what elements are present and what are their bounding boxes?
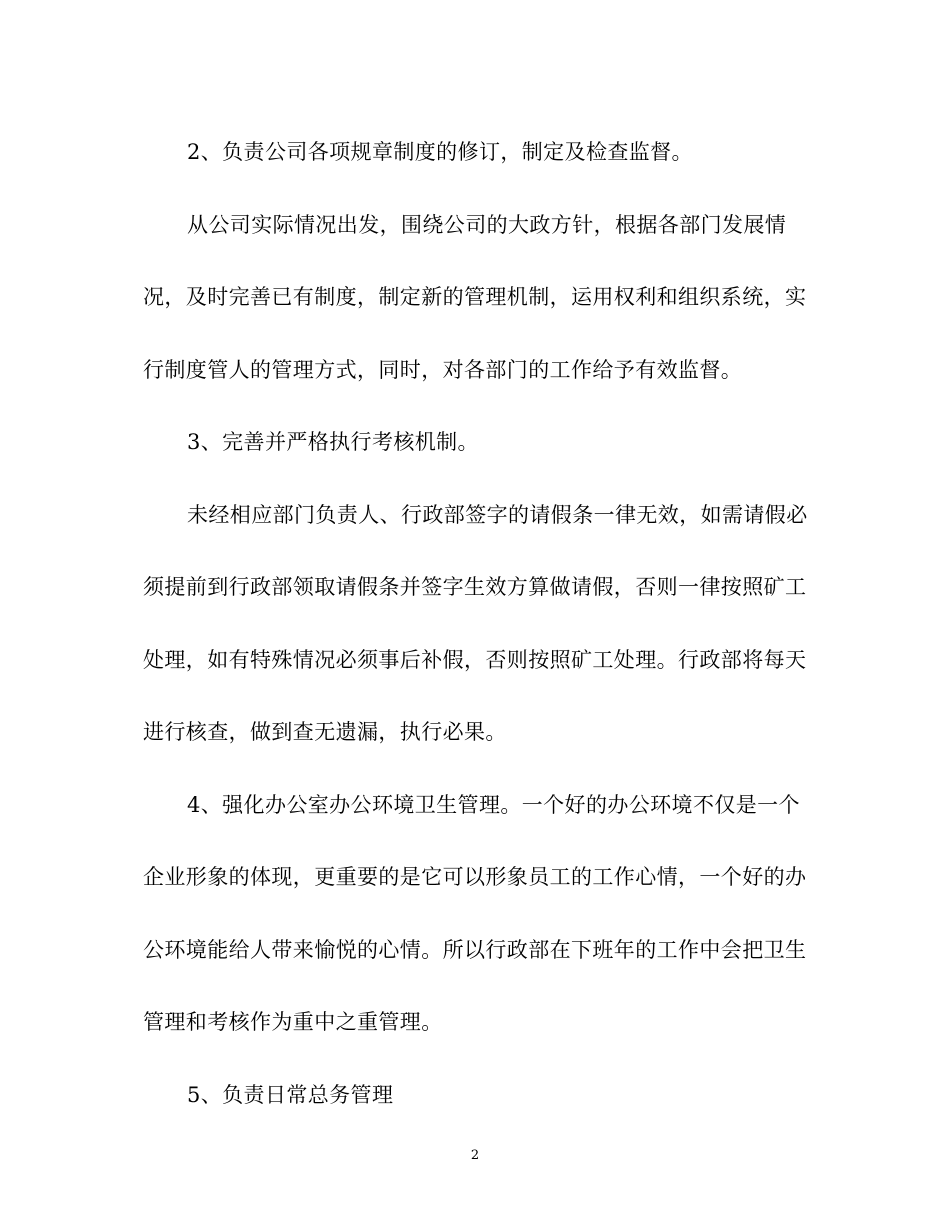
- paragraph-rules-body: 从公司实际情况出发，围绕公司的大政方针，根据各部门发展情况，及时完善已有制度，制定新的管理机制，运用权利和组织系统，实行制度管人的管理方式，同时，对各部门的工作给予有效监督。: [143, 212, 807, 382]
- paragraph-item-4-environment: 4、强化办公室办公环境卫生管理。一个好的办公环境不仅是一个企业形象的体现，更重要的是它可以形象员工的工作心情，一个好的办公环境能给人带来愉悦的心情。所以行政部在下班年的工作中会把卫生管理和考核作为重中之重管理。: [143, 792, 807, 1034]
- paragraph-item-3-heading: 3、完善并严格执行考核机制。: [187, 430, 479, 454]
- document-body: [143, 116, 808, 1131]
- paragraph-item-5-heading: 5、负责日常总务管理: [187, 1082, 394, 1107]
- paragraph-item-2-heading: 2、负责公司各项规章制度的修订，制定及检查监督。: [187, 140, 693, 164]
- paragraph-leave-body: 未经相应部门负责人、行政部签字的请假条一律无效，如需请假必须提前到行政部领取请假条并签字生效方算做请假，否则一律按照矿工处理，如有特殊情况必须事后补假，否则按照矿工处理。行政部将每天进行核查，做到查无遗漏，执行必果。: [143, 502, 808, 744]
- page-number: 2: [470, 1148, 480, 1163]
